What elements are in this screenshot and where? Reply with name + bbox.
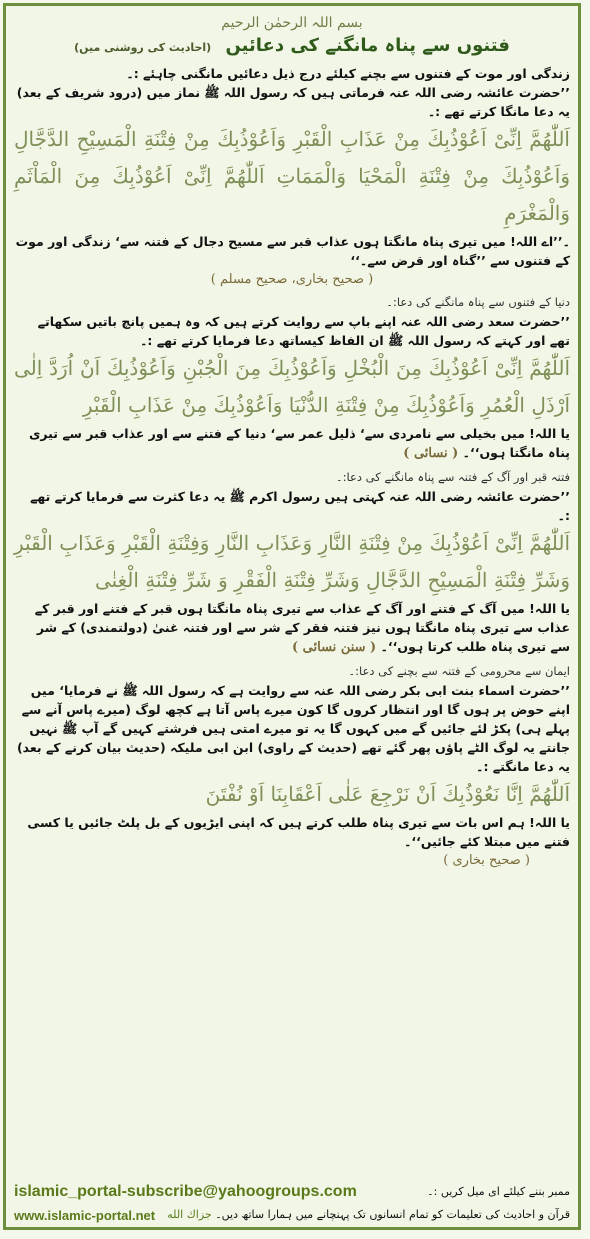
page-title [14, 34, 570, 60]
s4-heading: ایمان سے محرومی کے فتنہ سے بچنے کی دعا:۔ [348, 664, 570, 678]
s2-narration: ’’حضرت سعد رضی اللہ عنہ اپنے باپ سے روایت کرتے ہیں کہ وہ ہمیں پانچ باتیں سکھاتے تھے اور کہتے کہ رسول اللہ ﷺ ان الفاظ کیساتھ دعا فرمایا کرتے تھے :۔ [37, 314, 570, 348]
jazak-text: جزاك الله [167, 1208, 212, 1221]
s3-arabic-dua: اَللّٰهُمَّ اِنِّیْ اَعُوْذُبِكَ مِنْ فِتْنَةِ النَّارِ وَعَذَابِ النَّارِ وَفِتْنَةِ الْقَبْرِ وَعَذَابِ الْقَبْرِ وَشَرِّ فِتْنَةِ الْمَسِيْحِ الدَّجَّالِ وَشَرِّ فِتْنَةِ الْفَقْرِ وَ شَرِّ فِتْنَةِ الْغِنٰى [14, 531, 570, 592]
s4-arabic-dua: اَللّٰهُمَّ اِنَّا نَعُوْذُبِكَ اَنْ نَرْجِعَ عَلٰی اَعْقَابِنَا اَوْ نُفْتَنَ [205, 782, 570, 806]
s2-arabic-dua: اَللّٰهُمَّ اِنِّیْ اَعُوْذُبِكَ مِنَ الْبُخْلِ وَاَعُوْذُبِكَ مِنَ الْجُبْنِ وَاَعُوْذُبِكَ اَنْ اُرَدَّ اِلٰى اَرْذَلِ الْعُمُرِ وَاَعُوْذُبِكَ مِنْ فِتْنَةِ الدُّنْيَا وَاَعُوْذُبِكَ مِنْ عَذَابِ الْقَبْرِ [14, 356, 570, 417]
intro-text: زندگی اور موت کے فتنوں سے بچنے کیلئے درج ذیل دعائیں مانگنی چاہئے :۔ [126, 66, 570, 81]
s2-translation [14, 424, 570, 463]
document-page [3, 3, 581, 1230]
s3-heading: فتنہ قبر اور آگ کے فتنہ سے پناہ مانگنے کی دعا:۔ [335, 470, 570, 484]
s3-reference: ( سنن نسائی ) [291, 640, 377, 655]
bismillah: بسم اللہ الرحمٰن الرحیم [221, 15, 363, 31]
s3-narration: ’’حضرت عائشہ رضی اللہ عنہ کہتی ہیں رسول اکرم ﷺ یہ دعا کثرت سے فرمایا کرتے تھے :۔ [30, 489, 570, 523]
footer [6, 1183, 578, 1227]
s4-translation: یا اللہ! ہم اس بات سے تیری پناہ طلب کرتے ہیں کہ اپنی ایڑیوں کے بل پلٹ جائیں یا کسی فتنے میں مبتلا کئے جائیں‘‘۔ [27, 815, 570, 849]
footer-message-line [167, 1207, 570, 1223]
subscribe-email-link[interactable]: islamic_portal-subscribe@yahoogroups.com [14, 1183, 357, 1200]
s1-narration: ’’حضرت عائشہ رضی اللہ عنہ فرماتی ہیں کہ رسول اللہ ﷺ نماز میں (درود شریف کے بعد) یہ دعا مانگا کرتے تھے :۔ [16, 85, 570, 119]
s4-reference: ( صحيح بخاری ) [443, 853, 530, 868]
s3-translation [14, 599, 570, 657]
s2-translation-text: یا اللہ! میں بخیلی سے نامردی سے‘ ذلیل عمر سے‘ دنیا کے فتنے سے اور عذاب قبر سے تیری پناہ مانگتا ہوں‘‘۔ [28, 426, 570, 460]
s1-translation: ۔’’اے اللہ! میں تیری پناہ مانگتا ہوں عذاب قبر سے مسیح دجال کے فتنہ سے‘ زندگی اور موت کے فتنوں سے ’’گناہ اور قرض سے۔‘‘ [15, 234, 570, 268]
s2-heading: دنیا کے فتنوں سے پناہ مانگنے کی دعا:۔ [386, 295, 570, 309]
subtitle: (احادیث کی روشنی میں) [74, 41, 212, 54]
title-text: فتنوں سے پناہ مانگنے کی دعائیں [225, 35, 510, 56]
footer-message: قرآن و احادیث کی تعلیمات کو تمام انسانوں تک پہنچانے میں ہمارا ساتھ دیں۔ [215, 1208, 570, 1221]
website-link[interactable]: www.islamic-portal.net [14, 1207, 156, 1223]
s1-reference: ( صحيح بخاری، صحيح مسلم ) [210, 272, 374, 287]
s4-narration: ’’حضرت اسماء بنت ابی بکر رضی اللہ عنہ سے روایت ہے کہ رسول اللہ ﷺ نے فرمایا‘ میں اپنے حوض پر ہوں گا اور انتظار کروں گا کون میرے پاس آتا ہے کچھ لوگ (میرے پاس آنے سے پہلے ہی) پکڑ لئے جائیں گے میں کہوں گا یہ تو میرے امتی ہیں فرشتے کہیں گے آپ ﷺ نہیں جانتے یہ لوگ الٹے پاؤں پھر گئے تھے (حدیث کے راوی) ابن ابی ملیکہ (حدیث بیان کرنے کے بعد) یہ دعا مانگتے :۔ [16, 683, 570, 774]
s2-reference: ( نسائی ) [403, 446, 459, 461]
member-text: ممبر بننے کیلئے ای میل کریں :۔ [427, 1185, 570, 1198]
s1-arabic-dua: اَللّٰهُمَّ اِنِّیْ اَعُوْذُبِكَ مِنْ عَذَابِ الْقَبْرِ وَاَعُوْذُبِكَ مِنْ فِتْنَةِ الْمَسِيْحِ الدَّجَّالِ وَاَعُوْذُبِكَ مِنْ فِتْنَةِ الْمَحْيَا وَالْمَمَاتِ اَللّٰهُمَّ اِنِّیْ اَعُوْذُبِكَ مِنَ الْمَاْثَمِ وَالْمَغْرَمِ [14, 127, 570, 225]
s3-translation-text: یا اللہ! میں آگ کے فتنے اور آگ کے عذاب سے تیری پناہ مانگتا ہوں قبر کے فتنے اور قبر کے عذاب سے تیری پناہ مانگتا ہوں نیز فتنہ فقر کے شر سے اور فتنہ غنیٰ (دولتمندی) کے شر سے تیری پناہ طلب کرتا ہوں‘‘۔ [34, 601, 570, 654]
